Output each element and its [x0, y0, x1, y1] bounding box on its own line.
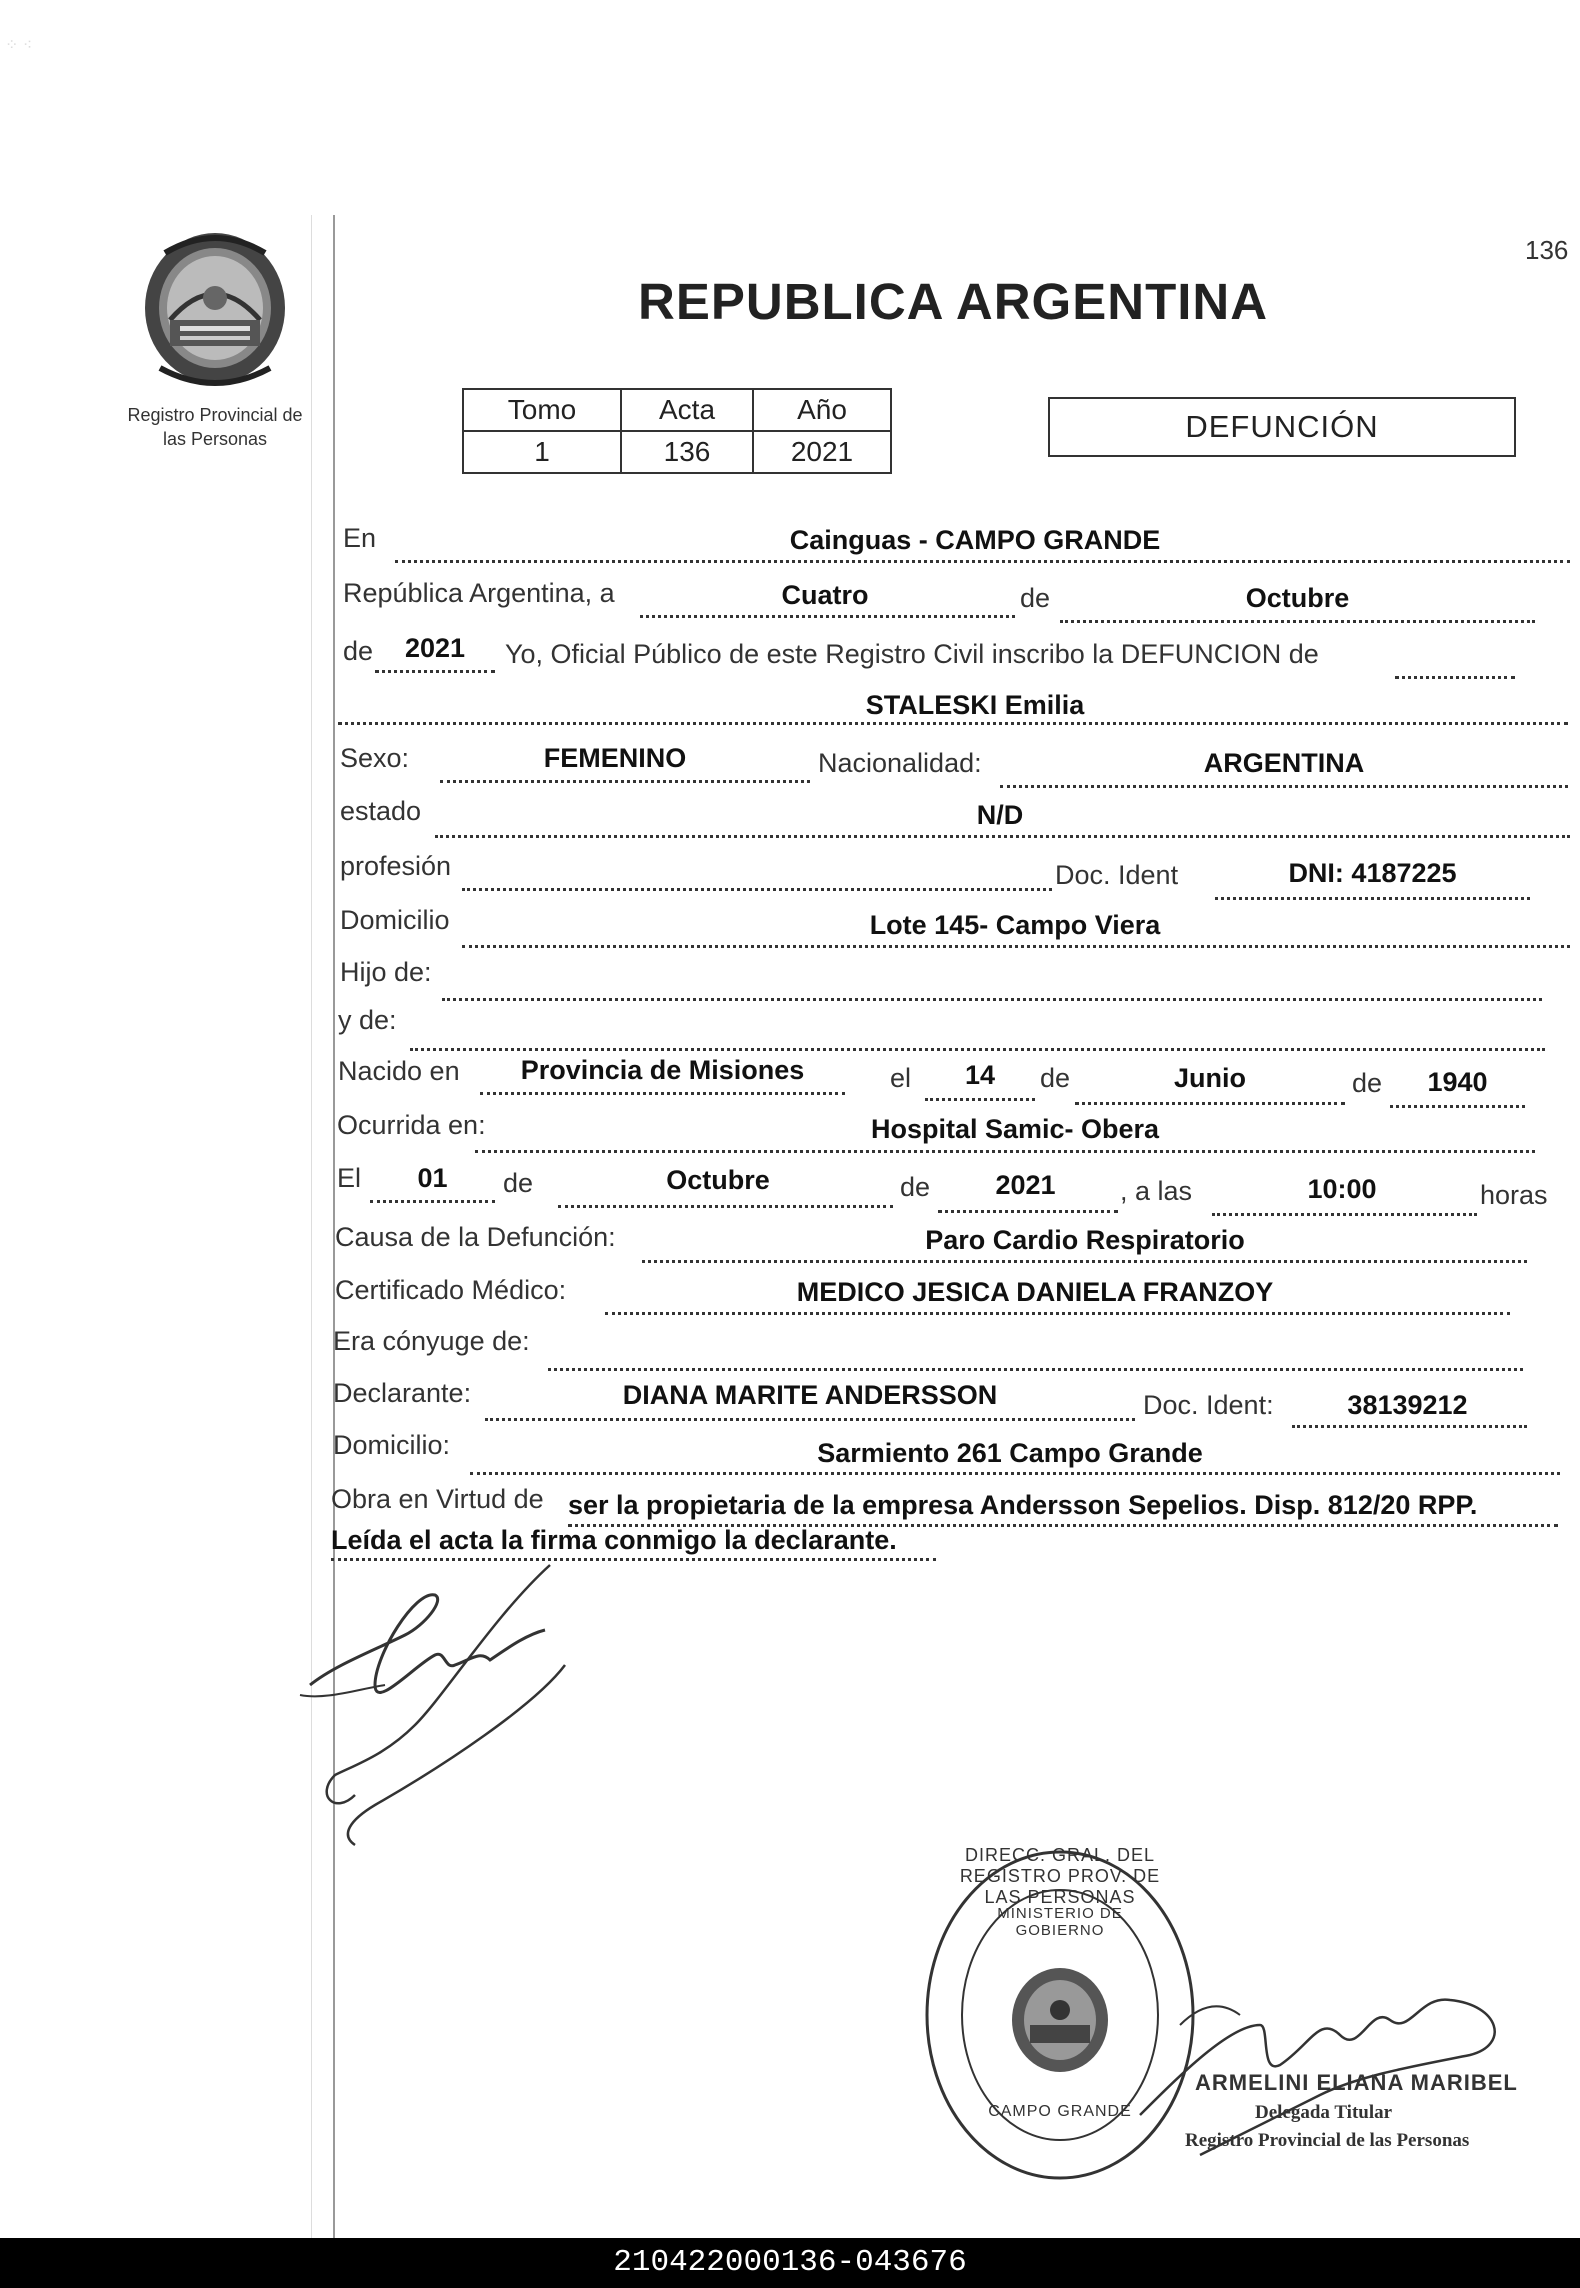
- field-declarant-doc: 38139212: [1347, 1390, 1468, 1420]
- dotted-line: [485, 1418, 1135, 1421]
- table-header-ano: Año: [753, 389, 891, 431]
- scan-noise: ⁘ ⁖: [5, 37, 33, 54]
- dotted-line: [442, 998, 1542, 1001]
- dotted-line: [1395, 676, 1515, 679]
- dotted-line: [642, 1260, 1527, 1263]
- label-obra: Obra en Virtud de: [331, 1484, 544, 1514]
- label-causa: Causa de la Defunción:: [335, 1222, 616, 1252]
- label-de: de: [1020, 583, 1051, 613]
- table-value-acta: 136: [621, 431, 753, 473]
- field-nationality: ARGENTINA: [1203, 748, 1365, 778]
- dotted-line: [640, 615, 1015, 618]
- label-conyuge: Era cónyuge de:: [333, 1326, 530, 1356]
- dotted-line: [938, 1210, 1118, 1213]
- label-declarante: Declarante:: [333, 1378, 472, 1408]
- dotted-line: [395, 560, 1570, 563]
- official-name: ARMELINI ELIANA MARIBEL: [1195, 2070, 1518, 2095]
- provincial-seal-icon: [140, 228, 290, 388]
- dotted-line: [1390, 1105, 1525, 1108]
- field-virtue-line2: Leída el acta la firma conmigo la declarante.: [331, 1525, 897, 1555]
- official-org: Registro Provincial de las Personas: [1185, 2130, 1470, 2151]
- label-nacido-en: Nacido en: [338, 1056, 460, 1086]
- dotted-line: [375, 670, 495, 673]
- field-year: 2021: [404, 633, 466, 663]
- field-declarant-address: Sarmiento 261 Campo Grande: [817, 1438, 1203, 1468]
- label-en: En: [343, 523, 377, 553]
- field-cause: Paro Cardio Respiratorio: [925, 1225, 1245, 1255]
- dotted-line: [1075, 1102, 1345, 1105]
- dotted-line: [548, 1368, 1523, 1371]
- field-doc-id: DNI: 4187225: [1288, 858, 1457, 888]
- register-table: [462, 388, 892, 474]
- footer-barcode-text: 210422000136-043676: [0, 2238, 1580, 2288]
- official-title: Delegada Titular: [1255, 2102, 1393, 2123]
- dotted-line: [410, 1048, 1545, 1051]
- label-de: de: [503, 1168, 534, 1198]
- field-civil-status: N/D: [976, 800, 1024, 830]
- stamp-locality: CAMPO GRANDE: [988, 2103, 1132, 2120]
- label-yo-oficial: Yo, Oficial Público de este Registro Civil inscribo la DEFUNCION de: [505, 639, 1319, 669]
- field-birth-day: 14: [964, 1060, 996, 1090]
- dotted-line: [435, 835, 1570, 838]
- document-type-box: DEFUNCIÓN: [1048, 397, 1516, 457]
- register-table-value-row: [463, 431, 891, 473]
- field-death-month: Octubre: [666, 1165, 770, 1195]
- label-ocurrida-en: Ocurrida en:: [337, 1110, 486, 1140]
- register-table-header-row: [463, 389, 891, 431]
- field-doctor: MEDICO JESICA DANIELA FRANZOY: [796, 1277, 1274, 1307]
- label-nacionalidad: Nacionalidad:: [818, 748, 982, 778]
- seal-caption: [100, 403, 330, 451]
- dotted-line: [1215, 897, 1530, 900]
- page-number: 136: [1525, 235, 1569, 265]
- field-virtue-line1: ser la propietaria de la empresa Andersson Sepelios. Disp. 812/20 RPP.: [568, 1490, 1478, 1520]
- label-estado: estado: [340, 796, 422, 826]
- field-death-time: 10:00: [1307, 1174, 1377, 1204]
- field-day-words: Cuatro: [781, 580, 869, 610]
- label-domicilio: Domicilio: [340, 905, 450, 935]
- field-birth-place: Provincia de Misiones: [520, 1055, 805, 1085]
- table-header-tomo: Tomo: [463, 389, 621, 431]
- page-title: REPUBLICA ARGENTINA: [638, 273, 1269, 330]
- stamp-inner-ring-text: MINISTERIO DE GOBIERNO: [997, 1905, 1123, 1939]
- label-certificado: Certificado Médico:: [335, 1275, 567, 1305]
- label-de: de: [1352, 1068, 1383, 1098]
- label-sexo: Sexo:: [340, 743, 410, 773]
- label-horas: horas: [1480, 1180, 1548, 1210]
- seal-caption-line1: Registro Provincial de: [127, 405, 303, 425]
- dotted-line: [1000, 785, 1568, 788]
- dotted-line: [462, 945, 1570, 948]
- dotted-line: [440, 780, 810, 783]
- field-death-day: 01: [417, 1163, 448, 1193]
- table-header-acta: Acta: [621, 389, 753, 431]
- dotted-line: [1292, 1425, 1527, 1428]
- field-month: Octubre: [1245, 583, 1350, 613]
- field-birth-month: Junio: [1174, 1063, 1246, 1093]
- margin-shadow: [311, 215, 312, 2240]
- seal-caption-line2: las Personas: [162, 429, 268, 449]
- dotted-line: [1212, 1213, 1477, 1216]
- label-de: de: [900, 1172, 931, 1202]
- dotted-line: [475, 1150, 1535, 1153]
- field-declarant: DIANA MARITE ANDERSSON: [622, 1380, 998, 1410]
- label-de: de: [1040, 1063, 1071, 1093]
- label-profesion: profesión: [340, 851, 452, 881]
- table-value-ano: 2021: [753, 431, 891, 473]
- field-sex: FEMENINO: [543, 743, 687, 773]
- dotted-line: [480, 1092, 845, 1095]
- label-domicilio2: Domicilio:: [333, 1430, 451, 1460]
- field-death-place: Hospital Samic- Obera: [870, 1114, 1160, 1144]
- label-doc-ident2: Doc. Ident:: [1143, 1390, 1274, 1420]
- label-y-de: y de:: [338, 1005, 397, 1035]
- label-a-las: , a las: [1120, 1176, 1193, 1206]
- label-de: de: [343, 636, 374, 666]
- dotted-line: [925, 1098, 1035, 1101]
- field-place: Cainguas - CAMPO GRANDE: [789, 525, 1161, 555]
- dotted-line: [558, 1205, 893, 1208]
- dotted-line: [462, 888, 1052, 891]
- field-birth-year: 1940: [1427, 1067, 1488, 1097]
- dotted-line: [1060, 620, 1535, 623]
- table-value-tomo: 1: [463, 431, 621, 473]
- dotted-line: [605, 1312, 1510, 1315]
- dotted-line: [370, 1200, 495, 1203]
- dotted-line: [470, 1472, 1560, 1475]
- field-deceased-name: STALESKI Emilia: [865, 690, 1085, 720]
- label-republica: República Argentina, a: [343, 578, 615, 608]
- declarant-signature-icon: [295, 1555, 585, 1865]
- label-el-cap: El: [337, 1163, 362, 1193]
- label-doc-ident: Doc. Ident: [1055, 860, 1179, 890]
- field-address: Lote 145- Campo Viera: [869, 910, 1161, 940]
- label-hijo-de: Hijo de:: [340, 957, 432, 987]
- field-death-year: 2021: [995, 1170, 1056, 1200]
- stamp-ring-text: DIRECC. GRAL. DEL REGISTRO PROV. DE LAS PERSONAS: [959, 1845, 1161, 1907]
- label-el: el: [890, 1063, 912, 1093]
- dotted-line: [338, 722, 1568, 725]
